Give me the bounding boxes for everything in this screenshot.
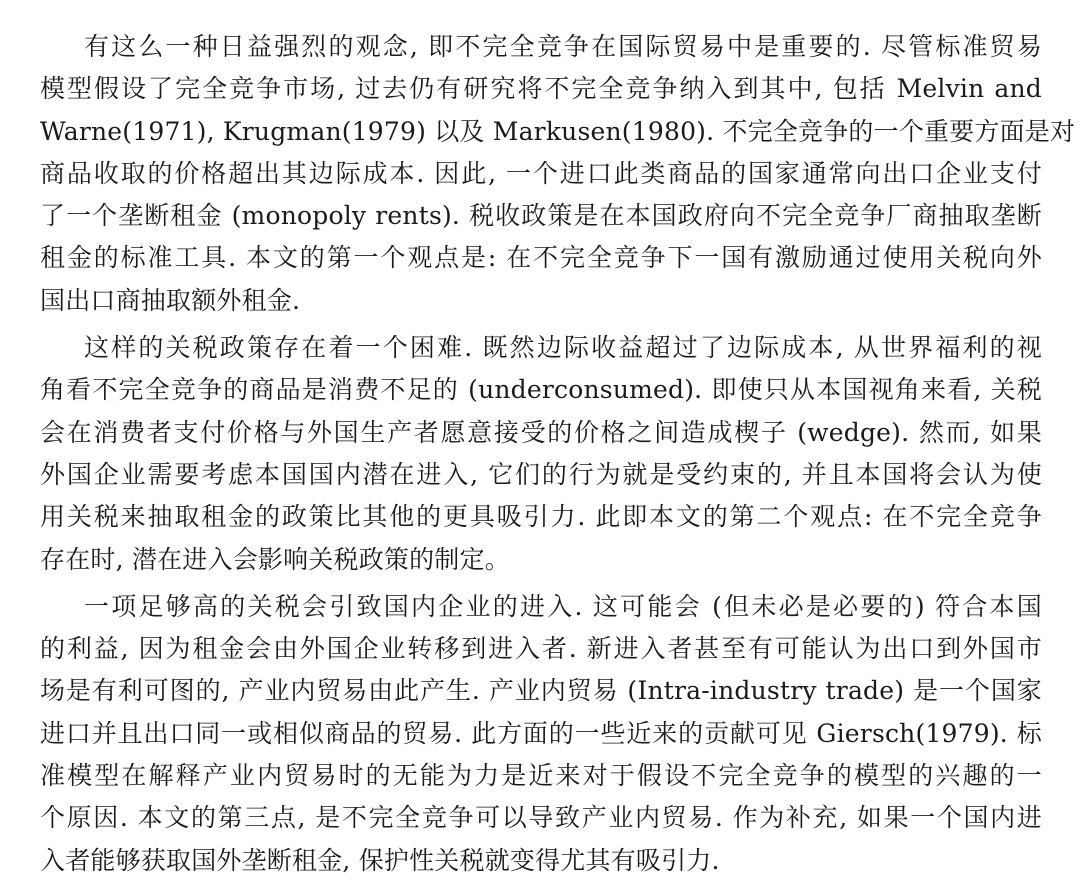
- text-line: 商品收取的价格超出其边际成本. 因此, 一个进口此类商品的国家通常向出口企业支付: [40, 158, 1042, 188]
- text-line: 存在时, 潜在进入会影响关税政策的制定。: [40, 544, 510, 574]
- text-line: 场是有利可图的, 产业内贸易由此产生. 产业内贸易 (Intra-industry trade) 是一个国家: [40, 676, 1042, 706]
- text-line: 的利益, 因为租金会由外国企业转移到进入者. 新进入者甚至有可能认为出口到外国市: [40, 634, 1042, 664]
- text-line: 租金的标准工具. 本文的第一个观点是: 在不完全竞争下一国有激励通过使用关税向外: [40, 243, 1042, 273]
- paragraph-2: [40, 327, 1042, 581]
- text-line: 会在消费者支付价格与外国生产者愿意接受的价格之间造成楔子 (wedge). 然而, 如果: [40, 417, 1042, 447]
- text-line: 外国企业需要考虑本国国内潜在进入, 它们的行为就是受约束的, 并且本国将会认为使: [40, 459, 1042, 489]
- paragraph-3: [40, 586, 1042, 882]
- text-line: 一项足够高的关税会引致国内企业的进入. 这可能会 (但未必是必要的) 符合本国: [84, 591, 1042, 621]
- text-line: 了一个垄断租金 (monopoly rents). 税收政策是在本国政府向不完全竞争厂商抽取垄断: [40, 201, 1042, 231]
- text-line: 入者能够获取国外垄断租金, 保护性关税就变得尤其有吸引力.: [40, 845, 720, 875]
- text-line: 准模型在解释产业内贸易时的无能为力是近来对于假设不完全竞争的模型的兴趣的一: [40, 761, 1042, 791]
- text-line: 进口并且出口同一或相似商品的贸易. 此方面的一些近来的贡献可见 Giersch(1979). 标: [40, 718, 1042, 748]
- text-line: 个原因. 本文的第三点, 是不完全竞争可以导致产业内贸易. 作为补充, 如果一个国内进: [40, 803, 1042, 833]
- text-line: Warne(1971), Krugman(1979) 以及 Markusen(1980). 不完全竞争的一个重要方面是对: [40, 116, 1076, 146]
- text-line: 用关税来抽取租金的政策比其他的更具吸引力. 此即本文的第二个观点: 在不完全竞争: [40, 502, 1042, 532]
- text-line: 这样的关税政策存在着一个困难. 既然边际收益超过了边际成本, 从世界福利的视: [84, 333, 1042, 363]
- paragraph-1: [40, 26, 1076, 322]
- text-line: 国出口商抽取额外租金.: [40, 285, 301, 315]
- text-line: 模型假设了完全竞争市场, 过去仍有研究将不完全竞争纳入到其中, 包括 Melvin and: [40, 74, 1042, 104]
- text-line: 有这么一种日益强烈的观念, 即不完全竞争在国际贸易中是重要的. 尽管标准贸易: [84, 32, 1042, 61]
- text-line: 角看不完全竞争的商品是消费不足的 (underconsumed). 即使只从本国视角来看, 关税: [40, 375, 1042, 405]
